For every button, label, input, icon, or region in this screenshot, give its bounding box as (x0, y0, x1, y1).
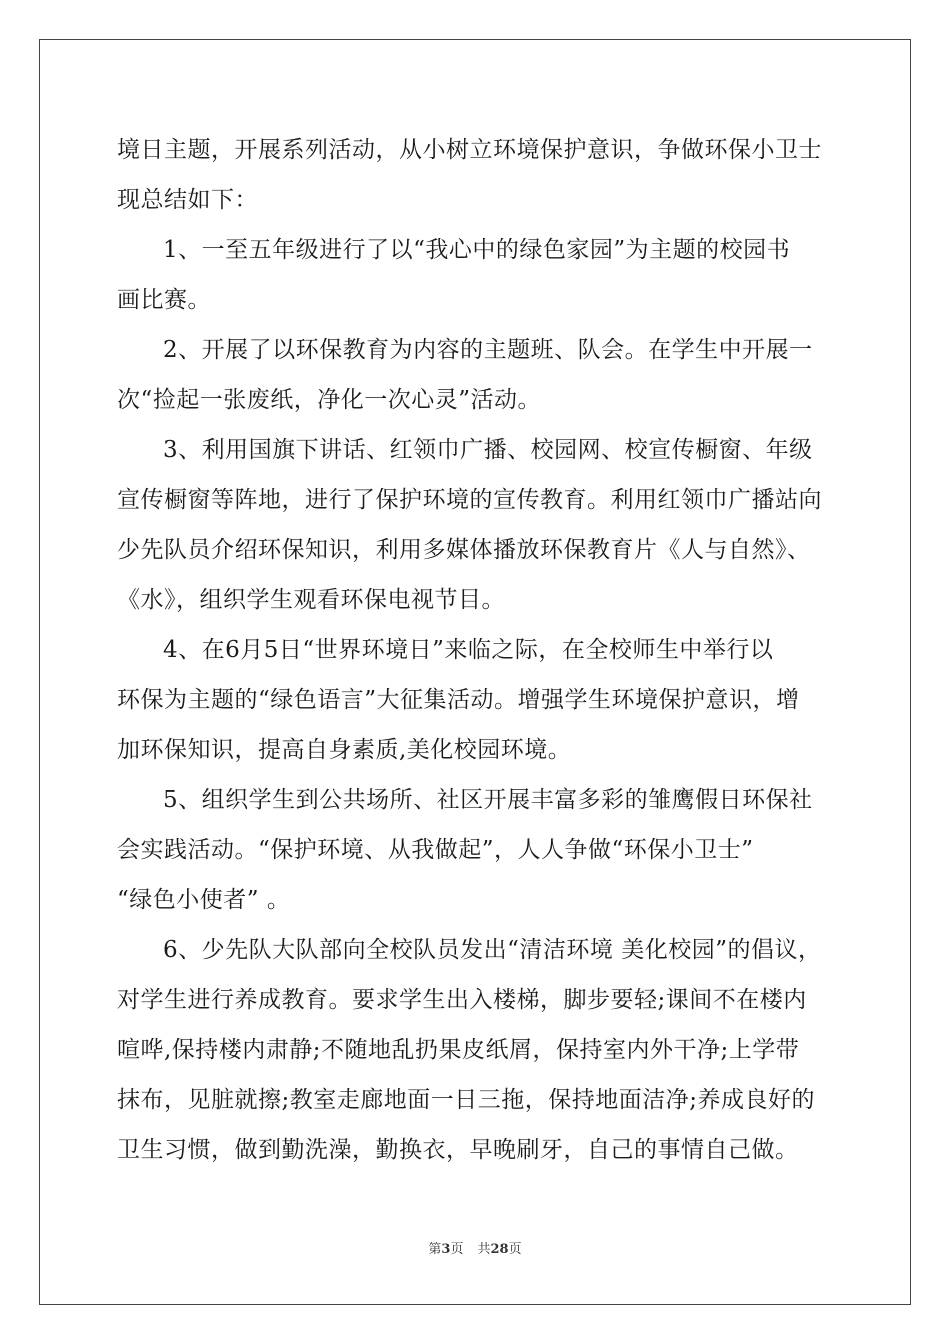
text-line: 画比赛。 (117, 287, 211, 313)
text-line: 少先队员介绍环保知识，利用多媒体播放环保教育片《人与自然》、 (117, 537, 811, 563)
text-line: 次“捡起一张废纸，净化一次心灵”活动。 (117, 387, 542, 413)
text-line: 境日主题，开展系列活动，从小树立环境保护意识，争做环保小卫士 (117, 137, 822, 163)
text-line: 加环保知识，提高自身素质,美化校园环境。 (117, 737, 572, 763)
text-line: 现总结如下： (117, 187, 258, 213)
page-prefix: 第 (428, 1242, 442, 1257)
page-suffix: 页 (450, 1242, 464, 1257)
total-suffix: 页 (508, 1242, 522, 1257)
text-line: 抹布，见脏就擦;教室走廊地面一日三拖，保持地面洁净;养成良好的 (117, 1087, 815, 1113)
text-line: 1、一至五年级进行了以“我心中的绿色家园”为主题的校园书 (163, 237, 791, 263)
page-number: 3 (441, 1242, 451, 1257)
text-line: 5、组织学生到公共场所、社区开展丰富多彩的雏鹰假日环保社 (163, 787, 813, 813)
text-line: 宣传橱窗等阵地，进行了保护环境的宣传教育。利用红领巾广播站向 (117, 487, 822, 513)
text-line: 6、少先队大队部向全校队员发出“清洁环境 美化校园”的倡议， (163, 937, 822, 963)
total-pages: 28 (490, 1242, 509, 1257)
page-border (39, 39, 911, 1305)
text-line: 《水》，组织学生观看环保电视节目。 (117, 587, 505, 613)
total-prefix: 共 (477, 1242, 491, 1257)
text-line: 4、在6月5日“世界环境日”来临之际，在全校师生中举行以 (163, 637, 774, 663)
text-line: 3、利用国旗下讲话、红领巾广播、校园网、校宣传橱窗、年级 (163, 437, 813, 463)
page-footer (0, 1238, 950, 1257)
text-line: 对学生进行养成教育。要求学生出入楼梯，脚步要轻;课间不在楼内 (117, 987, 807, 1013)
text-line: 喧哗,保持楼内肃静;不随地乱扔果皮纸屑，保持室内外干净;上学带 (117, 1037, 800, 1063)
text-line: 环保为主题的“绿色语言”大征集活动。增强学生环境保护意识，增 (117, 687, 800, 713)
text-line: 会实践活动。“保护环境、从我做起”，人人争做“环保小卫士” (117, 837, 754, 863)
text-line: 2、开展了以环保教育为内容的主题班、队会。在学生中开展一 (163, 337, 813, 363)
text-line: 卫生习惯，做到勤洗澡，勤换衣，早晚刷牙，自己的事情自己做。 (117, 1137, 799, 1163)
text-line: “绿色小使者” 。 (117, 887, 291, 913)
